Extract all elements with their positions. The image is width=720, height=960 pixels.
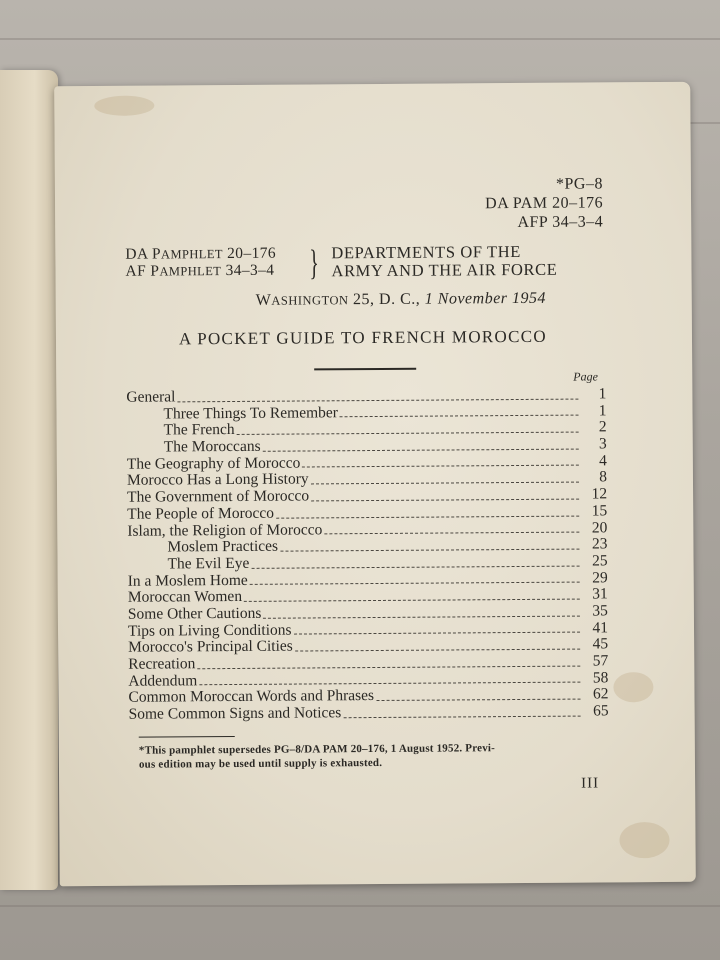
toc-row[interactable]: Moslem Practices 23 xyxy=(167,535,608,556)
document-codes xyxy=(485,174,603,232)
code-pg: *PG–8 xyxy=(555,175,603,193)
toc-row[interactable]: Tips on Living Conditions 41 xyxy=(127,619,609,640)
toc-row[interactable]: General 1 xyxy=(126,385,607,406)
toc-row[interactable]: Some Other Cautions 35 xyxy=(127,602,608,623)
departments-line-1: DEPARTMENTS OF THE xyxy=(331,241,521,263)
page-title: A POCKET GUIDE TO FRENCH MOROCCO xyxy=(178,326,548,349)
toc-row[interactable]: Islam, the Religion of Morocco 20 xyxy=(127,518,608,540)
toc-row[interactable]: The Moroccans 3 xyxy=(163,435,607,456)
toc-row[interactable]: The Geography of Morocco 4 xyxy=(126,452,607,473)
footnote-line-1: *This pamphlet supersedes PG–8/DA PAM 20–176, 1 August 1952. Previ- xyxy=(138,742,496,757)
toc-row[interactable]: The Evil Eye 25 xyxy=(167,552,608,573)
da-pamphlet-number: DA PAMPHLET 20–176 xyxy=(125,244,277,263)
toc-row[interactable]: The Government of Morocco 12 xyxy=(127,485,608,506)
toc-row[interactable]: Morocco's Principal Cities 45 xyxy=(128,635,609,657)
table-of-contents xyxy=(126,386,608,723)
toc-row[interactable]: Addendum 58 xyxy=(128,669,609,690)
af-pamphlet-number: AF PAMPHLET 34–3–4 xyxy=(125,261,275,280)
departments-line-2: ARMY AND THE AIR FORCE xyxy=(331,259,558,281)
pamphlet-binding xyxy=(0,70,58,890)
code-afp: AFP 34–3–4 xyxy=(517,213,604,231)
toc-row[interactable]: Common Moroccan Words and Phrases 62 xyxy=(128,685,609,707)
dateline: WASHINGTON 25, D. C., 1 November 1954 xyxy=(255,289,547,309)
toc-row[interactable]: Three Things To Remember 1 xyxy=(163,402,607,423)
brace-glyph: } xyxy=(309,242,319,283)
toc-row[interactable]: The People of Morocco 15 xyxy=(127,502,608,523)
toc-page-header: Page xyxy=(573,369,598,384)
toc-row[interactable]: Some Common Signs and Notices 65 xyxy=(128,702,609,723)
page-number: III xyxy=(581,775,600,792)
code-da-pam: DA PAM 20–176 xyxy=(485,194,604,213)
footnote-rule xyxy=(139,736,235,738)
toc-row[interactable]: Morocco Has a Long History 8 xyxy=(126,468,608,490)
pamphlet-page xyxy=(54,82,696,886)
toc-row[interactable]: In a Moslem Home 29 xyxy=(127,568,608,590)
title-rule xyxy=(314,368,416,371)
toc-row[interactable]: The French 2 xyxy=(163,418,607,439)
footnote-line-2: ous edition may be used until supply is exhausted. xyxy=(138,756,383,771)
toc-row[interactable]: Moroccan Women 31 xyxy=(127,585,608,606)
toc-row[interactable]: Recreation 57 xyxy=(128,652,609,673)
